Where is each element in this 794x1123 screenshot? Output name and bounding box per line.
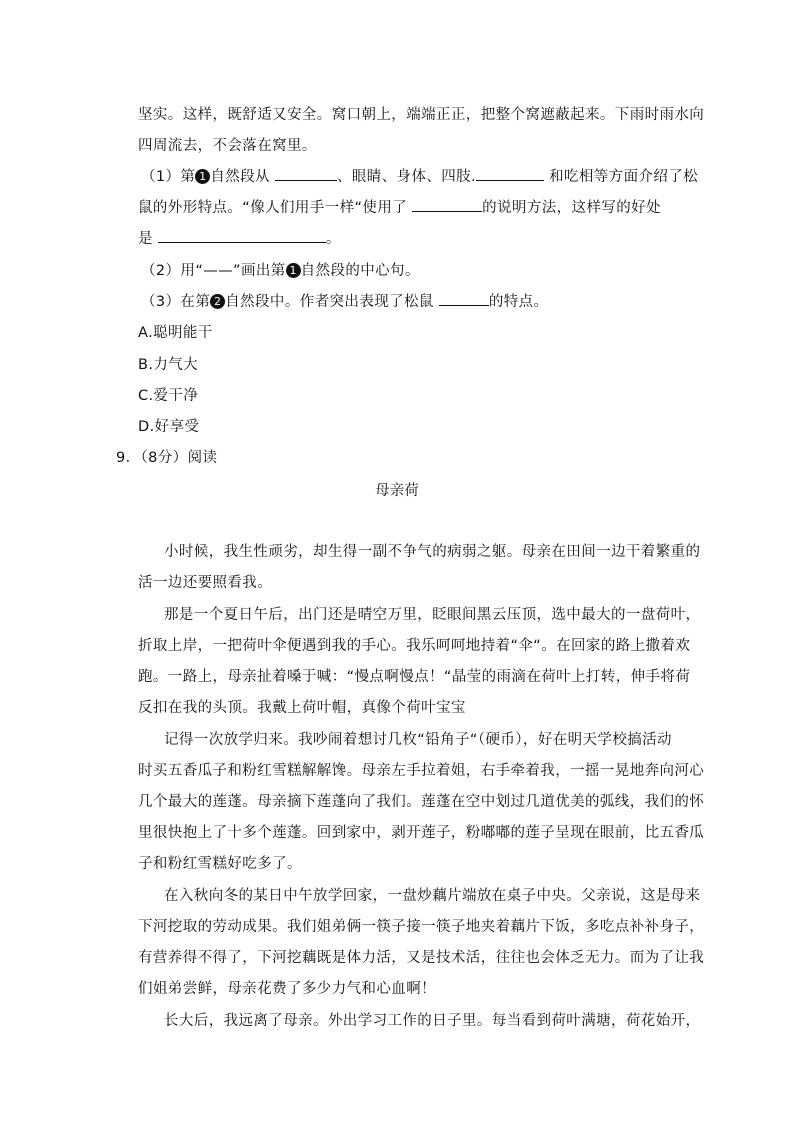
question-text: （2）用“——”画出第 <box>141 263 286 279</box>
passage-line: 子和粉红雪糕好吃多了。 <box>138 856 302 872</box>
question-1-line-2 <box>138 196 661 217</box>
circled-number: 2 <box>210 294 225 309</box>
passage-line: 反扣在我的头顶。我戴上荷叶帽，真像个荷叶宝宝 <box>138 700 466 716</box>
question-2 <box>141 259 420 280</box>
paragraph-line: 坚实。这样，既舒适又安全。窝口朝上，端端正正，把整个窝遮蔽起来。下雨时雨水向 <box>138 107 705 123</box>
passage-line: 下河挖取的劳动成果。我们姐弟俩一筷子接一筷子地夹着藕片下饭，多吃点补补身子， <box>138 919 705 935</box>
answer-blank[interactable] <box>476 167 544 181</box>
passage-line: 跑。一路上，母亲扯着嗓于喊：“慢点啊慢点！“晶莹的雨滴在荷叶上打转，伸手将荷 <box>138 669 691 685</box>
answer-blank[interactable] <box>439 292 489 306</box>
question-text: 鼠的外形特点。“像人们用手一样“使用了 <box>138 200 408 216</box>
question-text: 自然段的中心句。 <box>300 263 420 279</box>
answer-blank[interactable] <box>412 198 482 212</box>
option-a[interactable]: A.聪明能干 <box>138 325 213 341</box>
question-9-header: 9．（8分）阅读 <box>116 450 218 466</box>
paragraph-line: 四周流去，不会落在窝里。 <box>138 138 317 154</box>
question-text: 自然段中。作者突出表现了松鼠 <box>225 294 434 310</box>
question-text: 自然段从 <box>210 169 270 185</box>
answer-blank[interactable] <box>158 229 326 243</box>
passage-line: 们姐弟尝鲜，母亲花费了多少力气和心血啊！ <box>138 981 436 997</box>
question-text: 。 <box>325 231 341 247</box>
passage-line: 几个最大的莲蓬。母亲摘下莲蓬向了我们。莲蓬在空中划过几道优美的弧线，我们的怀 <box>138 794 705 810</box>
passage-line: 记得一次放学归来。我吵闹着想讨几枚“铅角子“（硬币），好在明天学校搞活动 <box>164 732 672 748</box>
passage-line: 活一边还要照看我。 <box>138 575 273 591</box>
option-d[interactable]: D.好享受 <box>138 419 200 435</box>
question-1-line-1 <box>141 165 698 186</box>
passage-line: 有营养得不得了，下河挖藕既是体力活，又是技术活，往往也会体乏无力。而为了让我 <box>138 950 705 966</box>
question-text: 和吃相等方面介绍了松 <box>549 169 699 185</box>
question-text: 的特点。 <box>488 294 549 310</box>
passage-line: 时买五香瓜子和粉红雪糕解解馋。母亲左手拉着姐，右手牵着我，一摇一晃地奔向河心 <box>138 763 705 779</box>
question-1-line-3 <box>138 227 341 248</box>
option-c[interactable]: C.爱干净 <box>138 388 199 404</box>
question-text: 是 <box>138 231 153 247</box>
passage-line: 里很快抱上了十多个莲蓬。回到家中，剥开莲子，粉嘟嘟的莲子呈现在眼前，比五香瓜 <box>138 825 705 841</box>
question-text: （3）在第 <box>141 294 211 310</box>
question-3 <box>141 290 548 311</box>
answer-blank[interactable] <box>275 167 337 181</box>
passage-title: 母亲荷 <box>375 483 419 499</box>
circled-number: 1 <box>195 169 210 184</box>
passage-line: 折取上岸，一把荷叶伞便遇到我的手心。我乐呵呵地持着“伞“。在回家的路上撒着欢 <box>138 638 691 654</box>
question-text: 、眼睛、身体、四肢. <box>336 169 477 185</box>
passage-line: 长大后，我远离了母亲。外出学习工作的日子里。每当看到荷叶满塘，荷花始开， <box>164 1013 701 1029</box>
question-number: （1）第 <box>141 169 196 185</box>
passage-line: 小时候，我生性顽劣，却生得一副不争气的病弱之躯。母亲在田间一边干着繁重的 <box>164 544 701 560</box>
passage-line: 那是一个夏日午后，出门还是晴空万里，眨眼间黑云压顶，选中最大的一盘荷叶， <box>164 607 701 623</box>
question-text: 的说明方法，这样写的好处 <box>482 200 661 216</box>
option-b[interactable]: B.力气大 <box>138 357 199 373</box>
circled-number: 1 <box>286 263 301 278</box>
passage-line: 在入秋向冬的某日中午放学回家，一盘炒藕片端放在桌子中央。父亲说，这是母来 <box>164 888 701 904</box>
